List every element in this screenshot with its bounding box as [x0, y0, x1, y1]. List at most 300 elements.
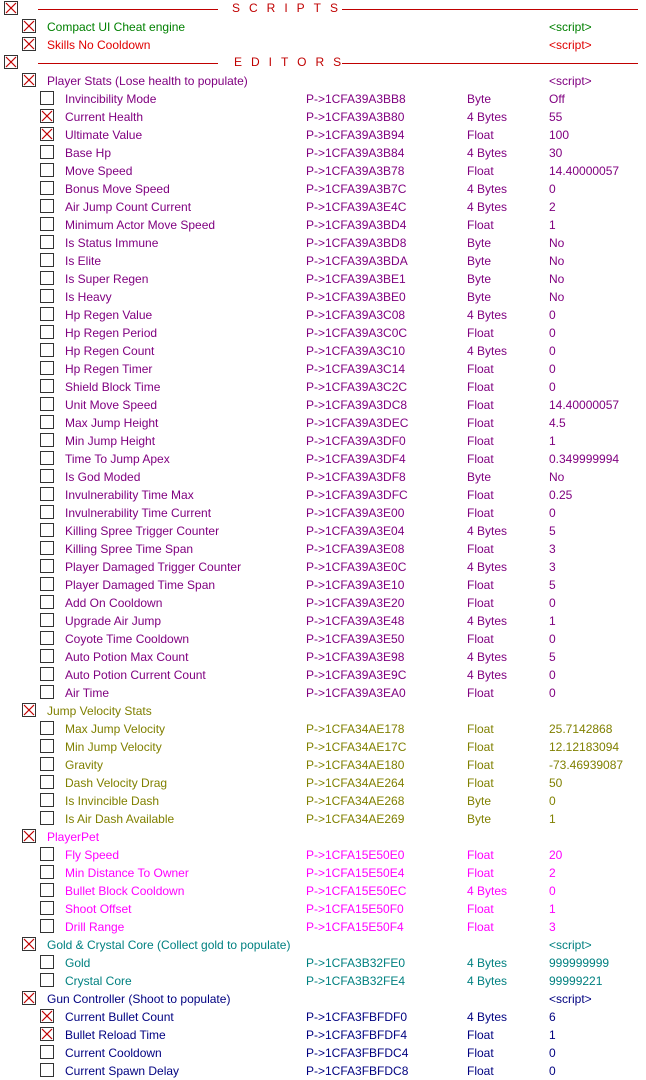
active-checkbox[interactable]	[40, 721, 54, 735]
entry-description: Bullet Block Cooldown	[65, 884, 185, 898]
entry-value: 0	[549, 344, 556, 358]
entry-address: P->1CFA39A3BDA	[306, 254, 408, 268]
entry-value: No	[549, 254, 565, 268]
entry-address: P->1CFA39A3DF8	[306, 470, 406, 484]
entry-type: Float	[467, 1028, 494, 1042]
active-checkbox[interactable]	[40, 595, 54, 609]
entry-type: Byte	[467, 236, 492, 250]
entry-value: 1	[549, 434, 556, 448]
entry-value: 0	[549, 596, 556, 610]
table-row[interactable]	[0, 576, 646, 594]
entry-address: P->1CFA39A3B80	[306, 110, 405, 124]
active-checkbox[interactable]	[40, 235, 54, 249]
table-row[interactable]	[0, 396, 646, 414]
active-checkbox[interactable]	[40, 757, 54, 771]
active-checkbox[interactable]	[40, 163, 54, 177]
entry-value: 1	[549, 218, 556, 232]
table-row[interactable]	[0, 630, 646, 648]
table-row[interactable]	[0, 216, 646, 234]
table-row[interactable]	[0, 1044, 646, 1062]
active-checkbox[interactable]	[40, 91, 54, 105]
table-row[interactable]	[0, 594, 646, 612]
entry-address: P->1CFA3B32FE4	[306, 974, 406, 988]
section-title: SCRIPTS	[232, 1, 348, 15]
entry-description: Current Health	[65, 110, 144, 124]
entry-value: <script>	[549, 20, 592, 34]
table-row[interactable]	[0, 648, 646, 666]
entry-type: Byte	[467, 290, 492, 304]
entry-type: Byte	[467, 254, 492, 268]
entry-value: 99999221	[549, 974, 603, 988]
entry-address: P->1CFA39A3E50	[306, 632, 405, 646]
active-checkbox[interactable]	[40, 127, 54, 141]
entry-type: 4 Bytes	[467, 668, 508, 682]
table-row[interactable]	[0, 144, 646, 162]
table-row[interactable]	[0, 972, 646, 990]
active-checkbox[interactable]	[40, 865, 54, 879]
entry-type: Float	[467, 902, 494, 916]
table-row[interactable]	[0, 252, 646, 270]
table-row[interactable]	[0, 846, 646, 864]
entry-description: Fly Speed	[65, 848, 120, 862]
active-checkbox[interactable]	[40, 415, 54, 429]
table-row[interactable]	[0, 180, 646, 198]
active-checkbox[interactable]	[40, 1027, 54, 1041]
entry-value: 30	[549, 146, 563, 160]
entry-type: Float	[467, 722, 494, 736]
entry-value: 0	[549, 362, 556, 376]
active-checkbox[interactable]	[40, 505, 54, 519]
active-checkbox[interactable]	[40, 559, 54, 573]
entry-address: P->1CFA39A3C2C	[306, 380, 408, 394]
active-checkbox[interactable]	[40, 775, 54, 789]
entry-address: P->1CFA34AE178	[306, 722, 405, 736]
active-checkbox[interactable]	[40, 739, 54, 753]
entry-description: Air Time	[65, 686, 110, 700]
entry-address: P->1CFA3B32FE0	[306, 956, 406, 970]
section-title: EDITORS	[234, 55, 351, 69]
entry-value: 2	[549, 200, 556, 214]
entry-address: P->1CFA39A3E4C	[306, 200, 407, 214]
table-row[interactable]	[0, 738, 646, 756]
active-checkbox[interactable]	[40, 667, 54, 681]
active-checkbox[interactable]	[40, 307, 54, 321]
group-row[interactable]	[0, 936, 646, 954]
active-checkbox[interactable]	[22, 937, 36, 951]
table-row[interactable]	[0, 612, 646, 630]
active-checkbox[interactable]	[40, 379, 54, 393]
entry-address: P->1CFA39A3DC8	[306, 398, 408, 412]
entry-value: -73.46939087	[549, 758, 624, 772]
entry-type: Float	[467, 758, 494, 772]
entry-description: Bullet Reload Time	[65, 1028, 166, 1042]
entry-type: 4 Bytes	[467, 524, 508, 538]
table-row[interactable]	[0, 504, 646, 522]
entry-description: Hp Regen Count	[65, 344, 155, 358]
table-row[interactable]	[0, 756, 646, 774]
entry-description: Player Damaged Time Span	[65, 578, 216, 592]
entry-value: 1	[549, 1028, 556, 1042]
entry-description: Max Jump Height	[65, 416, 159, 430]
active-checkbox[interactable]	[40, 145, 54, 159]
entry-description: Current Bullet Count	[65, 1010, 174, 1024]
entry-address: P->1CFA34AE264	[306, 776, 405, 790]
active-checkbox[interactable]	[40, 1045, 54, 1059]
entry-address: P->1CFA34AE180	[306, 758, 405, 772]
entry-description: Is Status Immune	[65, 236, 159, 250]
entry-description: Hp Regen Timer	[65, 362, 153, 376]
entry-address: P->1CFA39A3EA0	[306, 686, 406, 700]
table-row[interactable]	[0, 414, 646, 432]
entry-address: P->1CFA39A3B84	[306, 146, 405, 160]
entry-type: Byte	[467, 794, 492, 808]
table-row[interactable]	[0, 360, 646, 378]
table-row[interactable]	[0, 954, 646, 972]
entry-description: Gun Controller (Shoot to populate)	[47, 992, 231, 1006]
active-checkbox[interactable]	[40, 253, 54, 267]
table-row[interactable]	[0, 684, 646, 702]
header-divider	[38, 9, 218, 10]
section-header[interactable]	[0, 0, 646, 18]
entry-value: 0	[549, 308, 556, 322]
active-checkbox[interactable]	[40, 973, 54, 987]
header-divider	[38, 63, 218, 64]
active-checkbox[interactable]	[22, 19, 36, 33]
entry-description: Dash Velocity Drag	[65, 776, 168, 790]
table-row[interactable]	[0, 162, 646, 180]
entry-type: 4 Bytes	[467, 956, 508, 970]
entry-type: Float	[467, 632, 494, 646]
entry-value: 100	[549, 128, 570, 142]
entry-address: P->1CFA34AE17C	[306, 740, 407, 754]
entry-value: 3	[549, 560, 556, 574]
entry-type: 4 Bytes	[467, 110, 508, 124]
entry-type: Float	[467, 452, 494, 466]
entry-description: Hp Regen Period	[65, 326, 158, 340]
table-row[interactable]	[0, 288, 646, 306]
active-checkbox[interactable]	[22, 37, 36, 51]
entry-value: <script>	[549, 992, 592, 1006]
table-row[interactable]	[0, 270, 646, 288]
group-row[interactable]	[0, 990, 646, 1008]
entry-value: 3	[549, 920, 556, 934]
header-divider	[342, 63, 638, 64]
entry-address: P->1CFA39A3E48	[306, 614, 405, 628]
entry-description: Move Speed	[65, 164, 133, 178]
active-checkbox[interactable]	[40, 847, 54, 861]
entry-value: 0	[549, 1064, 556, 1078]
entry-value: 1	[549, 614, 556, 628]
entry-address: P->1CFA39A3E9C	[306, 668, 407, 682]
table-row[interactable]	[0, 720, 646, 738]
active-checkbox[interactable]	[40, 271, 54, 285]
entry-description: Time To Jump Apex	[65, 452, 170, 466]
table-row[interactable]	[0, 540, 646, 558]
entry-type: Float	[467, 434, 494, 448]
entry-type: Float	[467, 128, 494, 142]
active-checkbox[interactable]	[22, 829, 36, 843]
entry-type: Float	[467, 1046, 494, 1060]
entry-description: Gravity	[65, 758, 104, 772]
entry-description: Add On Cooldown	[65, 596, 163, 610]
entry-description: Compact UI Cheat engine	[47, 20, 186, 34]
entry-address: P->1CFA39A3BD8	[306, 236, 407, 250]
entry-address: P->1CFA39A3DEC	[306, 416, 409, 430]
entry-description: Is Heavy	[65, 290, 112, 304]
entry-description: Minimum Actor Move Speed	[65, 218, 216, 232]
entry-address: P->1CFA39A3B94	[306, 128, 405, 142]
entry-value: No	[549, 272, 565, 286]
entry-address: P->1CFA39A3B78	[306, 164, 405, 178]
active-checkbox[interactable]	[40, 1063, 54, 1077]
entry-type: Byte	[467, 92, 492, 106]
entry-type: Float	[467, 1064, 494, 1078]
entry-value: 2	[549, 866, 556, 880]
entry-value: 0	[549, 506, 556, 520]
active-checkbox[interactable]	[40, 217, 54, 231]
active-checkbox[interactable]	[40, 685, 54, 699]
entry-type: 4 Bytes	[467, 200, 508, 214]
active-checkbox[interactable]	[40, 793, 54, 807]
entry-description: Base Hp	[65, 146, 112, 160]
entry-description: Killing Spree Time Span	[65, 542, 194, 556]
group-row[interactable]	[0, 18, 646, 36]
active-checkbox[interactable]	[40, 811, 54, 825]
entry-address: P->1CFA39A3E0C	[306, 560, 407, 574]
active-checkbox[interactable]	[40, 613, 54, 627]
entry-type: Float	[467, 380, 494, 394]
entry-address: P->1CFA34AE268	[306, 794, 405, 808]
table-row[interactable]	[0, 1026, 646, 1044]
entry-type: Float	[467, 326, 494, 340]
entry-address: P->1CFA39A3C14	[306, 362, 406, 376]
table-row[interactable]	[0, 306, 646, 324]
table-row[interactable]	[0, 900, 646, 918]
entry-address: P->1CFA39A3DF0	[306, 434, 406, 448]
table-row[interactable]	[0, 774, 646, 792]
table-row[interactable]	[0, 432, 646, 450]
table-row[interactable]	[0, 792, 646, 810]
entry-description: Min Distance To Owner	[65, 866, 189, 880]
entry-description: Ultimate Value	[65, 128, 143, 142]
active-checkbox[interactable]	[40, 181, 54, 195]
entry-description: Is Super Regen	[65, 272, 149, 286]
entry-value: 0	[549, 182, 556, 196]
entry-value: <script>	[549, 38, 592, 52]
active-checkbox[interactable]	[40, 325, 54, 339]
active-checkbox[interactable]	[40, 469, 54, 483]
table-row[interactable]	[0, 666, 646, 684]
table-row[interactable]	[0, 810, 646, 828]
active-checkbox[interactable]	[40, 577, 54, 591]
entry-description: Player Stats (Lose health to populate)	[47, 74, 248, 88]
active-checkbox[interactable]	[40, 289, 54, 303]
entry-type: 4 Bytes	[467, 974, 508, 988]
entry-value: 1	[549, 902, 556, 916]
entry-description: Killing Spree Trigger Counter	[65, 524, 220, 538]
entry-value: 999999999	[549, 956, 610, 970]
entry-value: <script>	[549, 938, 592, 952]
entry-type: Float	[467, 218, 494, 232]
entry-value: No	[549, 470, 565, 484]
entry-type: 4 Bytes	[467, 884, 508, 898]
table-row[interactable]	[0, 342, 646, 360]
entry-address: P->1CFA39A3E98	[306, 650, 405, 664]
entry-address: P->1CFA39A3E04	[306, 524, 405, 538]
table-row[interactable]	[0, 234, 646, 252]
entry-address: P->1CFA3FBFDC4	[306, 1046, 409, 1060]
active-checkbox[interactable]	[22, 991, 36, 1005]
entry-type: 4 Bytes	[467, 560, 508, 574]
entry-value: 0	[549, 326, 556, 340]
entry-description: Shield Block Time	[65, 380, 161, 394]
entry-address: P->1CFA39A3E08	[306, 542, 405, 556]
entry-type: Float	[467, 398, 494, 412]
entry-value: 5	[549, 524, 556, 538]
entry-value: 55	[549, 110, 563, 124]
active-checkbox[interactable]	[40, 919, 54, 933]
entry-address: P->1CFA39A3BD4	[306, 218, 407, 232]
table-row[interactable]	[0, 198, 646, 216]
entry-description: Crystal Core	[65, 974, 132, 988]
active-checkbox[interactable]	[40, 541, 54, 555]
table-row[interactable]	[0, 108, 646, 126]
group-row[interactable]	[0, 828, 646, 846]
table-row[interactable]	[0, 90, 646, 108]
entry-address: P->1CFA39A3E00	[306, 506, 405, 520]
table-row[interactable]	[0, 1008, 646, 1026]
active-checkbox[interactable]	[4, 55, 18, 69]
entry-value: 4.5	[549, 416, 566, 430]
entry-value: 14.40000057	[549, 398, 620, 412]
active-checkbox[interactable]	[40, 451, 54, 465]
entry-value: 0.25	[549, 488, 573, 502]
table-row[interactable]	[0, 558, 646, 576]
active-checkbox[interactable]	[40, 487, 54, 501]
entry-description: Skills No Cooldown	[47, 38, 151, 52]
entry-description: Min Jump Velocity	[65, 740, 162, 754]
entry-address: P->1CFA3FBFDF4	[306, 1028, 408, 1042]
active-checkbox[interactable]	[4, 1, 18, 15]
active-checkbox[interactable]	[40, 109, 54, 123]
entry-type: Float	[467, 416, 494, 430]
entry-value: 5	[549, 578, 556, 592]
entry-value: 0	[549, 1046, 556, 1060]
entry-value: 14.40000057	[549, 164, 620, 178]
active-checkbox[interactable]	[40, 901, 54, 915]
active-checkbox[interactable]	[40, 631, 54, 645]
entry-address: P->1CFA15E50EC	[306, 884, 407, 898]
table-row[interactable]	[0, 918, 646, 936]
entry-value: No	[549, 290, 565, 304]
table-row[interactable]	[0, 522, 646, 540]
entry-address: P->1CFA34AE269	[306, 812, 405, 826]
group-row[interactable]	[0, 702, 646, 720]
entry-type: Float	[467, 488, 494, 502]
entry-description: Invulnerability Time Current	[65, 506, 212, 520]
entry-value: 0	[549, 632, 556, 646]
entry-type: Float	[467, 362, 494, 376]
entry-type: Byte	[467, 812, 492, 826]
entry-address: P->1CFA15E50F4	[306, 920, 404, 934]
entry-type: 4 Bytes	[467, 650, 508, 664]
table-row[interactable]	[0, 378, 646, 396]
entry-type: 4 Bytes	[467, 1010, 508, 1024]
entry-description: Current Cooldown	[65, 1046, 162, 1060]
entry-description: Air Jump Count Current	[65, 200, 192, 214]
entry-value: 0	[549, 380, 556, 394]
entry-description: Min Jump Height	[65, 434, 156, 448]
entry-description: Is Air Dash Available	[65, 812, 175, 826]
entry-type: Float	[467, 740, 494, 754]
entry-description: Drill Range	[65, 920, 125, 934]
entry-value: No	[549, 236, 565, 250]
active-checkbox[interactable]	[40, 1009, 54, 1023]
table-row[interactable]	[0, 126, 646, 144]
active-checkbox[interactable]	[40, 883, 54, 897]
entry-description: Is Elite	[65, 254, 102, 268]
active-checkbox[interactable]	[40, 955, 54, 969]
active-checkbox[interactable]	[40, 343, 54, 357]
table-row[interactable]	[0, 882, 646, 900]
entry-address: P->1CFA39A3C0C	[306, 326, 408, 340]
entry-address: P->1CFA39A3C08	[306, 308, 406, 322]
entry-description: Bonus Move Speed	[65, 182, 170, 196]
entry-address: P->1CFA15E50E0	[306, 848, 405, 862]
entry-value: 0	[549, 794, 556, 808]
entry-value: 0	[549, 884, 556, 898]
active-checkbox[interactable]	[40, 433, 54, 447]
entry-description: Gold	[65, 956, 91, 970]
group-row[interactable]	[0, 72, 646, 90]
entry-address: P->1CFA39A3E10	[306, 578, 405, 592]
active-checkbox[interactable]	[40, 649, 54, 663]
entry-value: 0	[549, 686, 556, 700]
table-row[interactable]	[0, 324, 646, 342]
active-checkbox[interactable]	[40, 523, 54, 537]
entry-type: Byte	[467, 470, 492, 484]
entry-address: P->1CFA39A3BE0	[306, 290, 406, 304]
table-row[interactable]	[0, 1062, 646, 1080]
active-checkbox[interactable]	[40, 199, 54, 213]
entry-description: Gold & Crystal Core (Collect gold to populate)	[47, 938, 291, 952]
active-checkbox[interactable]	[40, 397, 54, 411]
entry-description: Auto Potion Max Count	[65, 650, 189, 664]
active-checkbox[interactable]	[22, 73, 36, 87]
entry-description: Unit Move Speed	[65, 398, 158, 412]
active-checkbox[interactable]	[22, 703, 36, 717]
entry-description: Jump Velocity Stats	[47, 704, 152, 718]
entry-description: Is Invincible Dash	[65, 794, 160, 808]
active-checkbox[interactable]	[40, 361, 54, 375]
entry-description: Max Jump Velocity	[65, 722, 166, 736]
entry-value: <script>	[549, 74, 592, 88]
table-row[interactable]	[0, 864, 646, 882]
entry-type: Float	[467, 686, 494, 700]
section-header[interactable]	[0, 54, 646, 72]
entry-description: Upgrade Air Jump	[65, 614, 162, 628]
table-row[interactable]	[0, 450, 646, 468]
entry-type: Float	[467, 506, 494, 520]
entry-address: P->1CFA3FBFDC8	[306, 1064, 409, 1078]
header-divider	[342, 9, 638, 10]
table-row[interactable]	[0, 486, 646, 504]
entry-type: Float	[467, 542, 494, 556]
entry-type: Float	[467, 920, 494, 934]
group-row[interactable]	[0, 36, 646, 54]
entry-address: P->1CFA15E50F0	[306, 902, 404, 916]
table-row[interactable]	[0, 468, 646, 486]
